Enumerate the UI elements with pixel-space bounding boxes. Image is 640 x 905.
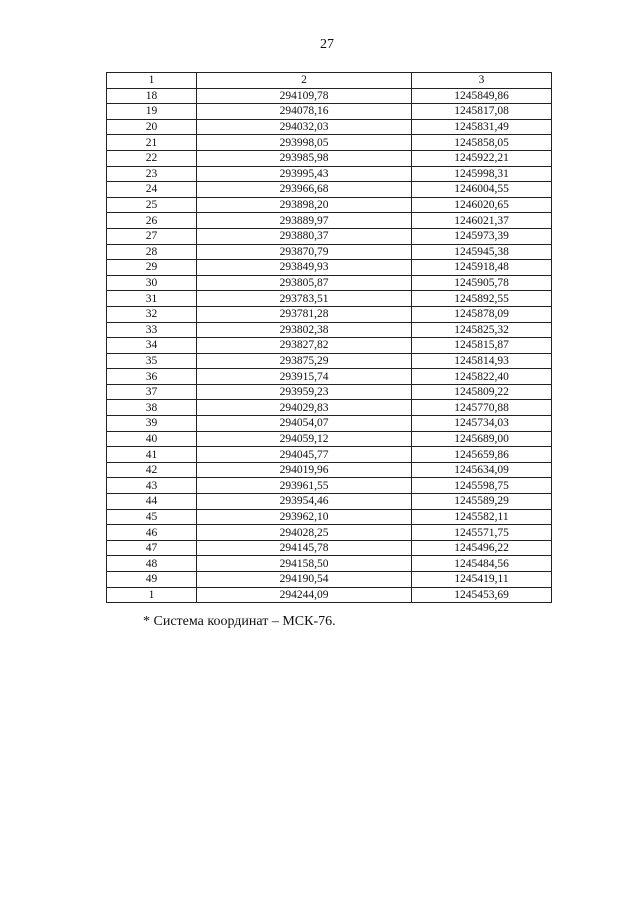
x-coordinate-cell: 294019,96 — [197, 462, 412, 478]
table-row — [107, 416, 552, 432]
point-number-cell: 45 — [107, 509, 197, 525]
point-number-cell: 43 — [107, 478, 197, 494]
point-number-cell: 31 — [107, 291, 197, 307]
y-coordinate-cell: 1245998,31 — [412, 166, 552, 182]
point-number-cell: 33 — [107, 322, 197, 338]
table-row — [107, 135, 552, 151]
x-coordinate-cell: 294032,03 — [197, 119, 412, 135]
y-coordinate-cell: 1245809,22 — [412, 384, 552, 400]
x-coordinate-cell: 293805,87 — [197, 275, 412, 291]
x-coordinate-cell: 293961,55 — [197, 478, 412, 494]
x-coordinate-cell: 294029,83 — [197, 400, 412, 416]
x-coordinate-cell: 293802,38 — [197, 322, 412, 338]
table-row — [107, 525, 552, 541]
y-coordinate-cell: 1245817,08 — [412, 104, 552, 120]
point-number-cell: 23 — [107, 166, 197, 182]
y-coordinate-cell: 1245973,39 — [412, 228, 552, 244]
footnote: * Система координат – МСК-76. — [143, 614, 336, 629]
x-coordinate-cell: 293962,10 — [197, 509, 412, 525]
point-number-cell: 30 — [107, 275, 197, 291]
y-coordinate-cell: 1246004,55 — [412, 182, 552, 198]
y-coordinate-cell: 1245453,69 — [412, 587, 552, 603]
y-coordinate-cell: 1245582,11 — [412, 509, 552, 525]
y-coordinate-cell: 1245849,86 — [412, 88, 552, 104]
page-number: 27 — [320, 37, 334, 52]
y-coordinate-cell: 1245589,29 — [412, 494, 552, 510]
point-number-cell: 27 — [107, 228, 197, 244]
y-coordinate-cell: 1245484,56 — [412, 556, 552, 572]
y-coordinate-cell: 1245878,09 — [412, 306, 552, 322]
point-number-cell: 18 — [107, 88, 197, 104]
table-row — [107, 400, 552, 416]
table-row — [107, 322, 552, 338]
x-coordinate-cell: 294158,50 — [197, 556, 412, 572]
y-coordinate-cell: 1245571,75 — [412, 525, 552, 541]
x-coordinate-cell: 294244,09 — [197, 587, 412, 603]
x-coordinate-cell: 293827,82 — [197, 338, 412, 354]
x-coordinate-cell: 293870,79 — [197, 244, 412, 260]
y-coordinate-cell: 1245598,75 — [412, 478, 552, 494]
table-row — [107, 572, 552, 588]
table-row — [107, 587, 552, 603]
point-number-cell: 25 — [107, 197, 197, 213]
point-number-cell: 49 — [107, 572, 197, 588]
point-number-cell: 40 — [107, 431, 197, 447]
y-coordinate-cell: 1245945,38 — [412, 244, 552, 260]
y-coordinate-cell: 1245814,93 — [412, 353, 552, 369]
x-coordinate-cell: 293915,74 — [197, 369, 412, 385]
point-number-cell: 44 — [107, 494, 197, 510]
y-coordinate-cell: 1246020,65 — [412, 197, 552, 213]
point-number-cell: 19 — [107, 104, 197, 120]
table-row — [107, 462, 552, 478]
x-coordinate-cell: 294109,78 — [197, 88, 412, 104]
y-coordinate-cell: 1245822,40 — [412, 369, 552, 385]
point-number-cell: 1 — [107, 587, 197, 603]
point-number-cell: 26 — [107, 213, 197, 229]
table-row — [107, 338, 552, 354]
point-number-cell: 22 — [107, 150, 197, 166]
point-number-cell: 34 — [107, 338, 197, 354]
y-coordinate-cell: 1245815,87 — [412, 338, 552, 354]
table-row — [107, 119, 552, 135]
x-coordinate-cell: 294078,16 — [197, 104, 412, 120]
x-coordinate-cell: 293781,28 — [197, 306, 412, 322]
header-col-3: 3 — [412, 73, 552, 89]
table-row — [107, 431, 552, 447]
header-col-1: 1 — [107, 73, 197, 89]
header-row — [107, 73, 552, 89]
y-coordinate-cell: 1245634,09 — [412, 462, 552, 478]
x-coordinate-cell: 294045,77 — [197, 447, 412, 463]
table-row — [107, 353, 552, 369]
point-number-cell: 39 — [107, 416, 197, 432]
y-coordinate-cell: 1245918,48 — [412, 260, 552, 276]
y-coordinate-cell: 1245419,11 — [412, 572, 552, 588]
x-coordinate-cell: 294145,78 — [197, 540, 412, 556]
table-row — [107, 228, 552, 244]
point-number-cell: 47 — [107, 540, 197, 556]
point-number-cell: 37 — [107, 384, 197, 400]
x-coordinate-cell: 293889,97 — [197, 213, 412, 229]
table-row — [107, 306, 552, 322]
x-coordinate-cell: 293783,51 — [197, 291, 412, 307]
point-number-cell: 24 — [107, 182, 197, 198]
x-coordinate-cell: 293849,93 — [197, 260, 412, 276]
x-coordinate-cell: 294054,07 — [197, 416, 412, 432]
table-row — [107, 213, 552, 229]
table-row — [107, 384, 552, 400]
y-coordinate-cell: 1245892,55 — [412, 291, 552, 307]
x-coordinate-cell: 293875,29 — [197, 353, 412, 369]
x-coordinate-cell: 293998,05 — [197, 135, 412, 151]
x-coordinate-cell: 293995,43 — [197, 166, 412, 182]
point-number-cell: 36 — [107, 369, 197, 385]
point-number-cell: 28 — [107, 244, 197, 260]
table-header — [107, 73, 552, 89]
point-number-cell: 32 — [107, 306, 197, 322]
table-row — [107, 275, 552, 291]
table-row — [107, 244, 552, 260]
y-coordinate-cell: 1245734,03 — [412, 416, 552, 432]
table-row — [107, 104, 552, 120]
y-coordinate-cell: 1245770,88 — [412, 400, 552, 416]
table-row — [107, 291, 552, 307]
table-row — [107, 540, 552, 556]
point-number-cell: 48 — [107, 556, 197, 572]
y-coordinate-cell: 1245496,22 — [412, 540, 552, 556]
x-coordinate-cell: 293898,20 — [197, 197, 412, 213]
table-body — [107, 88, 552, 603]
y-coordinate-cell: 1245858,05 — [412, 135, 552, 151]
point-number-cell: 38 — [107, 400, 197, 416]
point-number-cell: 35 — [107, 353, 197, 369]
table-row — [107, 88, 552, 104]
y-coordinate-cell: 1245659,86 — [412, 447, 552, 463]
point-number-cell: 20 — [107, 119, 197, 135]
table-row — [107, 260, 552, 276]
point-number-cell: 46 — [107, 525, 197, 541]
table-row — [107, 447, 552, 463]
table-row — [107, 509, 552, 525]
table-row — [107, 478, 552, 494]
point-number-cell: 21 — [107, 135, 197, 151]
y-coordinate-cell: 1245825,32 — [412, 322, 552, 338]
x-coordinate-cell: 294190,54 — [197, 572, 412, 588]
table-row — [107, 166, 552, 182]
coordinates-table — [106, 72, 552, 603]
x-coordinate-cell: 294028,25 — [197, 525, 412, 541]
table-row — [107, 150, 552, 166]
x-coordinate-cell: 293966,68 — [197, 182, 412, 198]
table-row — [107, 197, 552, 213]
table-row — [107, 494, 552, 510]
point-number-cell: 41 — [107, 447, 197, 463]
y-coordinate-cell: 1245905,78 — [412, 275, 552, 291]
x-coordinate-cell: 293959,23 — [197, 384, 412, 400]
header-col-2: 2 — [197, 73, 412, 89]
point-number-cell: 29 — [107, 260, 197, 276]
y-coordinate-cell: 1246021,37 — [412, 213, 552, 229]
x-coordinate-cell: 293954,46 — [197, 494, 412, 510]
point-number-cell: 42 — [107, 462, 197, 478]
table-row — [107, 369, 552, 385]
x-coordinate-cell: 293985,98 — [197, 150, 412, 166]
table-row — [107, 556, 552, 572]
y-coordinate-cell: 1245689,00 — [412, 431, 552, 447]
x-coordinate-cell: 294059,12 — [197, 431, 412, 447]
table-row — [107, 182, 552, 198]
y-coordinate-cell: 1245831,49 — [412, 119, 552, 135]
y-coordinate-cell: 1245922,21 — [412, 150, 552, 166]
x-coordinate-cell: 293880,37 — [197, 228, 412, 244]
